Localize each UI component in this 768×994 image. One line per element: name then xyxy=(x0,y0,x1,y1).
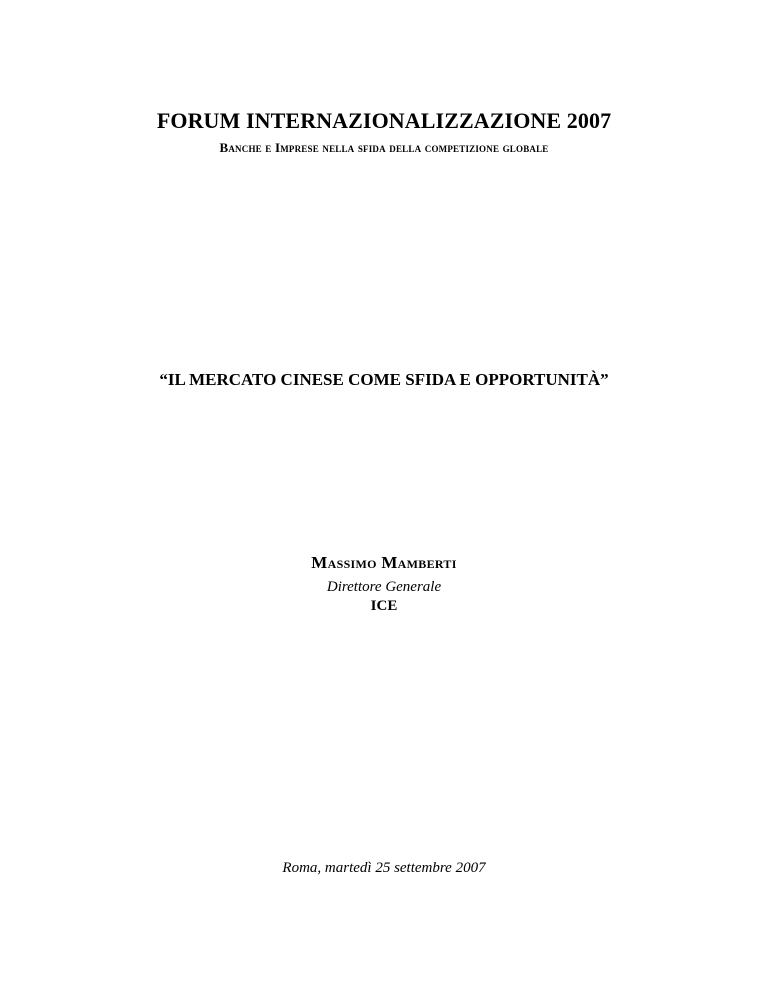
place-date: Roma, martedì 25 settembre 2007 xyxy=(282,860,486,876)
speaker-organization: ICE xyxy=(370,598,398,614)
talk-title: “IL MERCATO CINESE COME SFIDA E OPPORTUNITÀ” xyxy=(159,370,609,389)
forum-title: FORUM INTERNAZIONALIZZAZIONE 2007 xyxy=(156,108,612,133)
forum-subtitle: Banche e Imprese nella sfida della competizione globale xyxy=(219,140,549,155)
speaker-role: Direttore Generale xyxy=(326,579,442,595)
speaker-name: Massimo Mamberti xyxy=(311,553,457,572)
